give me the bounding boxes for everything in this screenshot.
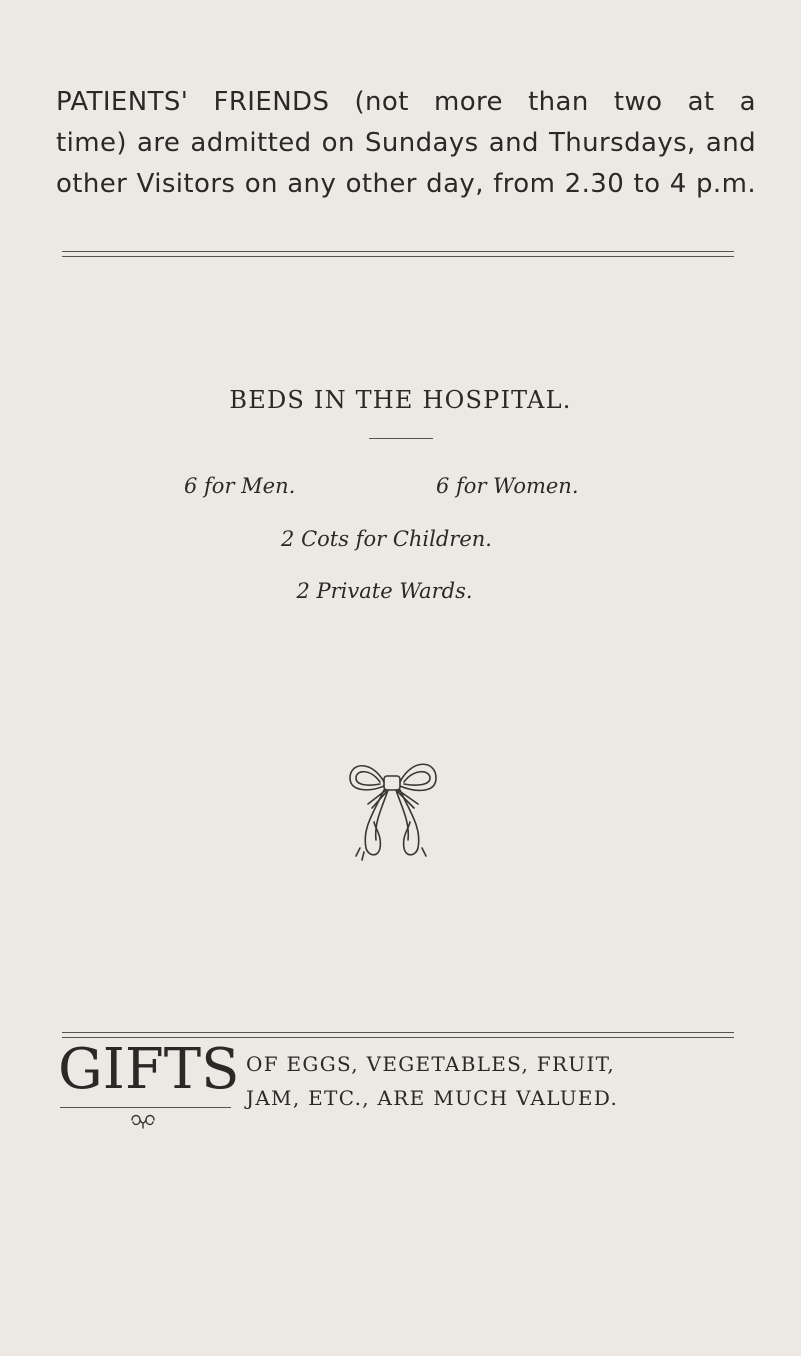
visiting-line-1: PATIENTS' FRIENDS (not more than two at a xyxy=(56,87,756,117)
beds-private-wards: 2 Private Wards. xyxy=(296,579,473,603)
visiting-line-3: other Visitors on any other day, from 2.30 to 4 p.m. xyxy=(56,169,756,199)
beds-men: 6 for Men. xyxy=(184,474,296,498)
beds-women: 6 for Women. xyxy=(436,474,579,498)
gifts-heading: GIFTS xyxy=(58,1037,240,1102)
gifts-line-1: OF EGGS, VEGETABLES, FRUIT, xyxy=(246,1052,616,1076)
flourish-icon xyxy=(128,1112,158,1130)
beds-cots: 2 Cots for Children. xyxy=(281,527,492,551)
ribbon-bow-icon xyxy=(344,752,440,862)
visiting-hours-notice xyxy=(56,82,756,205)
heading-underline xyxy=(369,438,433,439)
gifts-underline xyxy=(60,1107,231,1108)
visiting-line-2: time) are admitted on Sundays and Thursdays, and xyxy=(56,128,756,158)
divider-top xyxy=(62,251,734,257)
gifts-line-2: JAM, ETC., ARE MUCH VALUED. xyxy=(246,1086,619,1110)
beds-heading: BEDS IN THE HOSPITAL. xyxy=(229,386,572,414)
